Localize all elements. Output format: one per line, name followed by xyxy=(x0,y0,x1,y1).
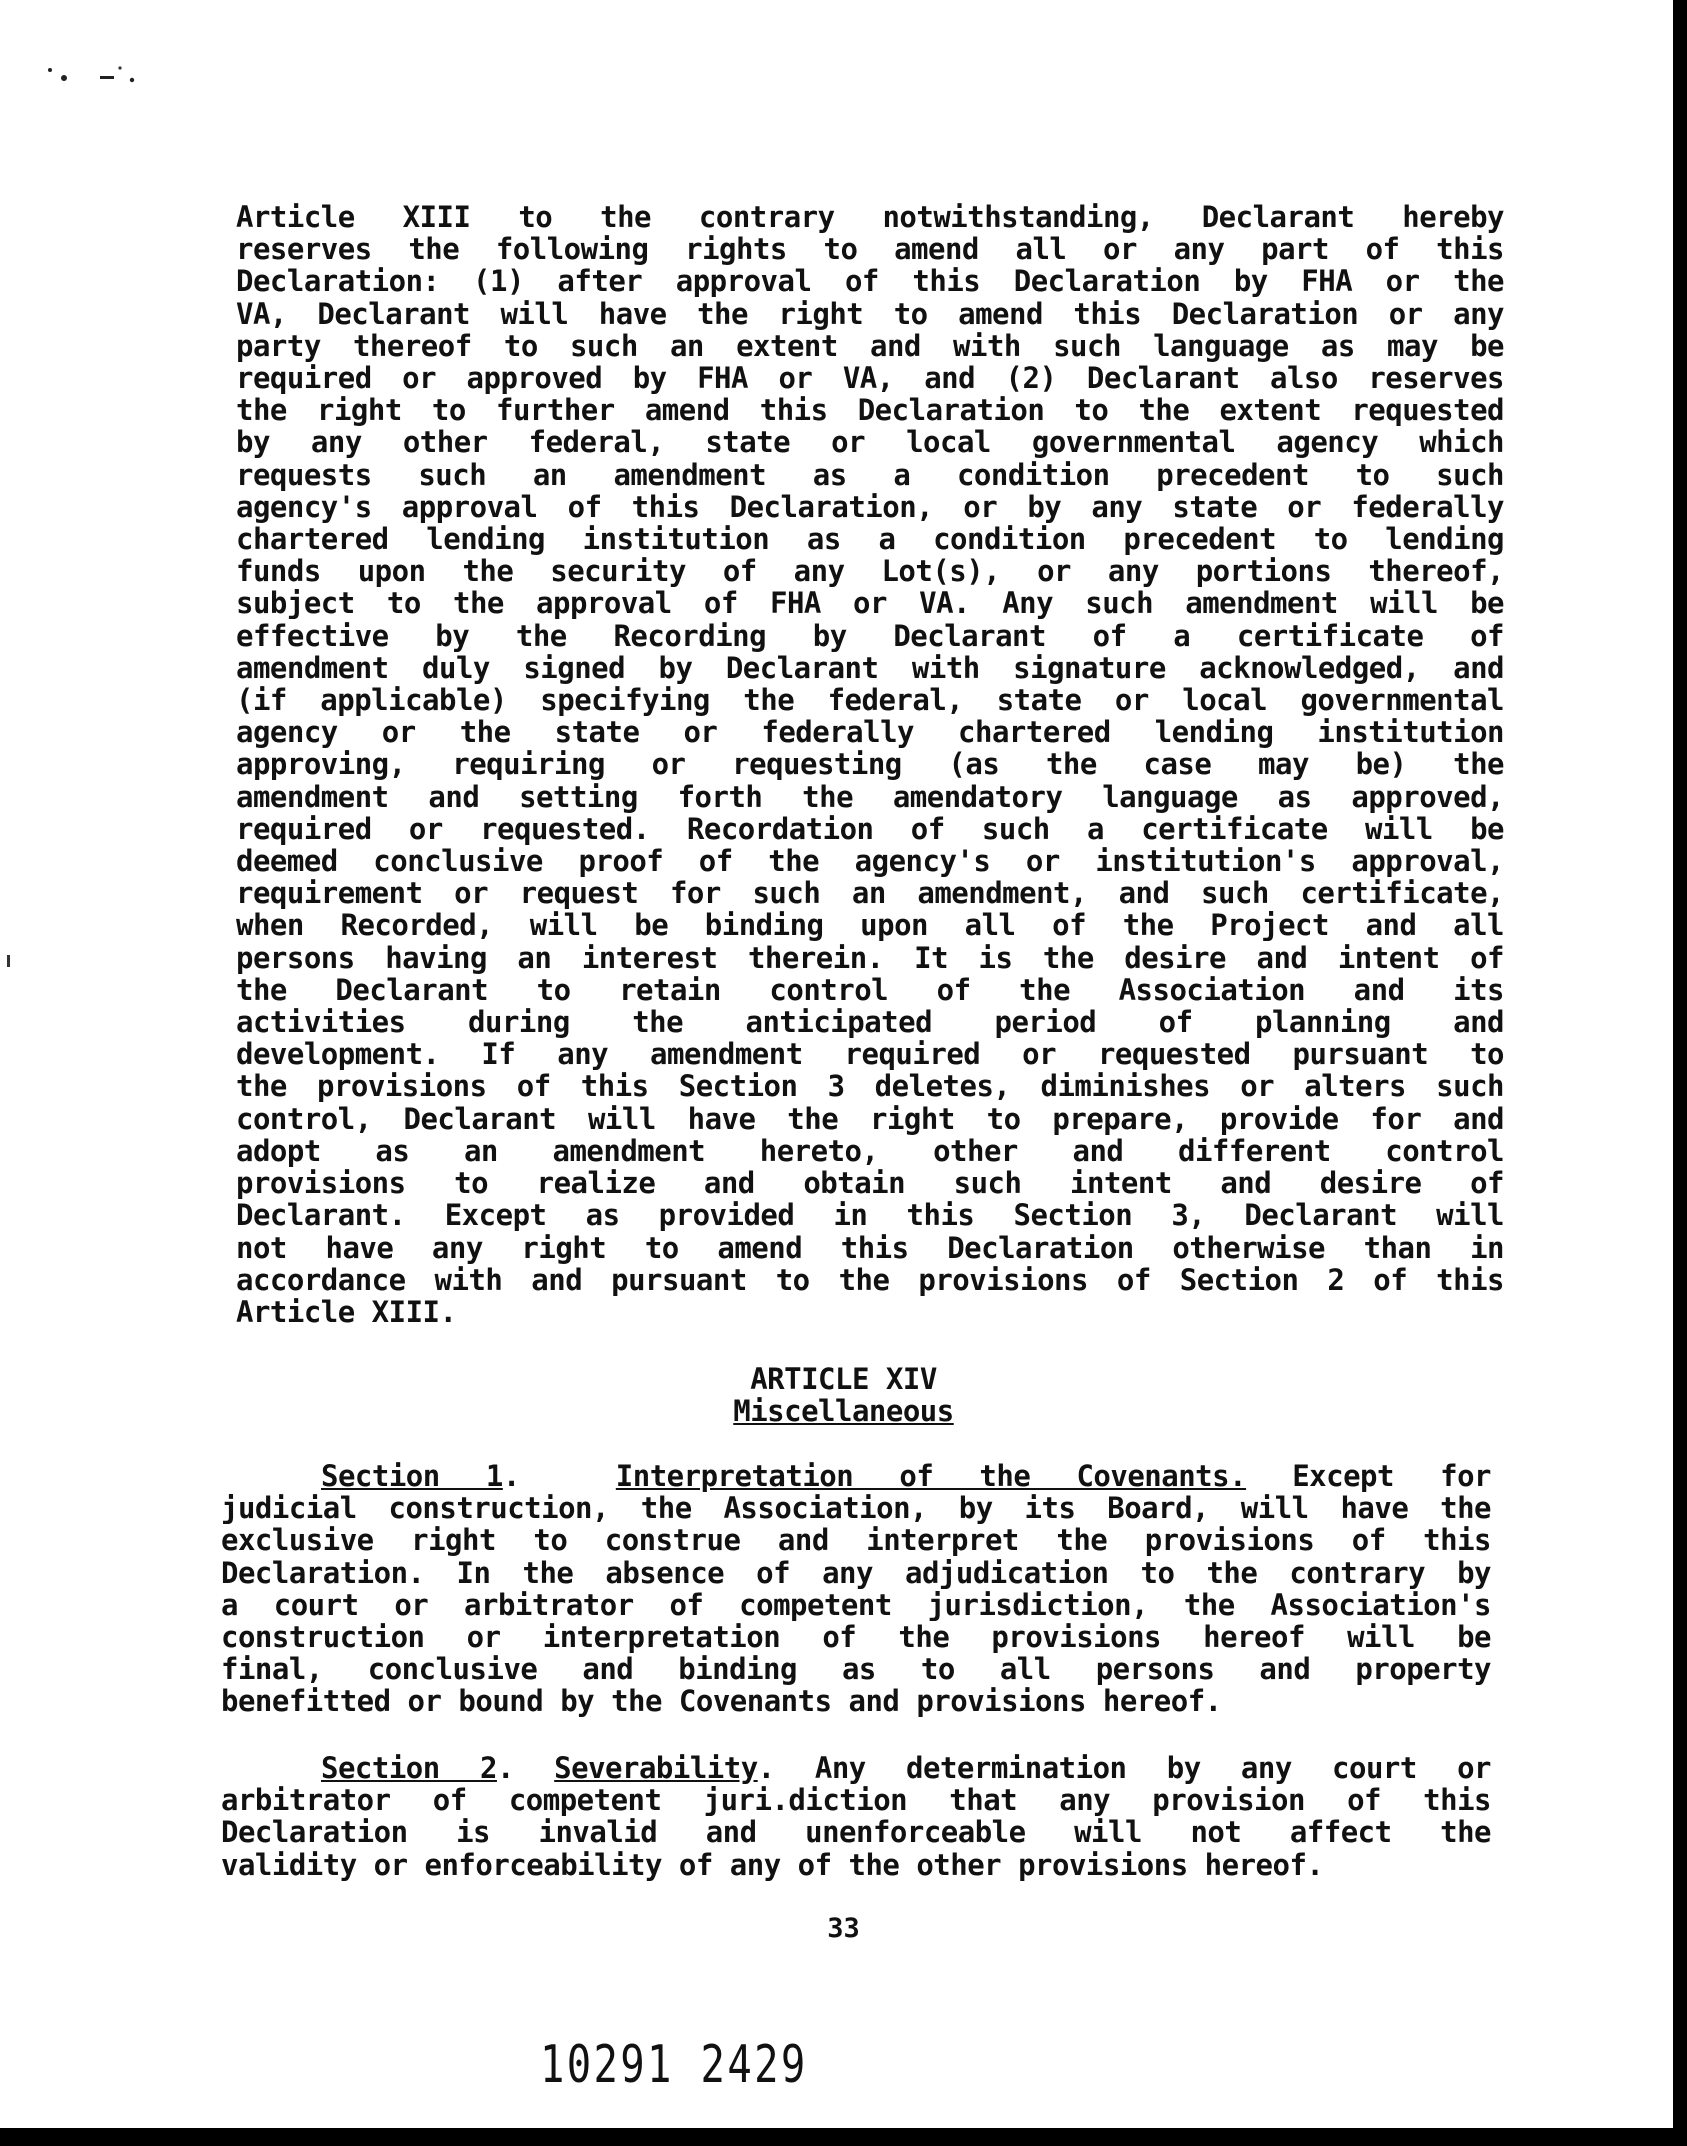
paragraph-line: (if applicable) specifying the federal, state or local governmental xyxy=(236,683,1504,718)
section-2-line: Declaration is invalid and unenforceable will not affect the xyxy=(221,1815,1491,1850)
paragraph-line: chartered lending institution as a condition precedent to lending xyxy=(236,522,1504,557)
section-1-line: construction or interpretation of the provisions hereof will be xyxy=(221,1620,1491,1655)
paragraph-line: requests such an amendment as a condition precedent to such xyxy=(236,457,1504,492)
article-title: ARTICLE XIV xyxy=(750,1362,937,1396)
article-subtitle: Miscellaneous xyxy=(733,1394,954,1428)
section-1-label: Section 1 xyxy=(321,1459,503,1493)
section-2-body xyxy=(221,1784,1491,1881)
paragraph-line: the Declarant to retain control of the Association and its xyxy=(236,972,1504,1007)
paragraph-line: amendment and setting forth the amendatory language as approved, xyxy=(236,779,1504,814)
section-1-first-line: Section 1. Interpretation of the Covenants. Except for xyxy=(321,1459,1491,1493)
paragraph-line: Declaration: (1) after approval of this Declaration by FHA or the xyxy=(236,264,1504,299)
section-1-line: judicial construction, the Association, by its Board, will have the xyxy=(221,1491,1491,1526)
paragraph-line: adopt as an amendment hereto, other and different control xyxy=(236,1133,1504,1168)
paragraph-line: required or approved by FHA or VA, and (2) Declarant also reserves xyxy=(236,361,1504,396)
section-2-label: Section 2 xyxy=(321,1751,497,1785)
section-1-paragraph xyxy=(221,1460,1491,1718)
section-2-first-line: Section 2. Severability. Any determination by any court or xyxy=(321,1751,1492,1785)
scan-mark xyxy=(7,955,10,967)
paragraph-line: Declarant. Except as provided in this Section 3, Declarant will xyxy=(236,1198,1504,1233)
paragraph-line: agency's approval of this Declaration, or by any state or federally xyxy=(236,489,1504,524)
paragraph-line: not have any right to amend this Declaration otherwise than in xyxy=(236,1230,1504,1265)
paragraph-line: accordance with and pursuant to the provisions of Section 2 of this xyxy=(236,1262,1504,1297)
section-1-line: exclusive right to construe and interpret the provisions of this xyxy=(221,1523,1491,1558)
paragraph-line: Article XIII to the contrary notwithstanding, Declarant hereby xyxy=(236,200,1504,234)
paragraph-line: activities during the anticipated period of planning and xyxy=(236,1005,1504,1040)
paragraph-line: provisions to realize and obtain such intent and desire of xyxy=(236,1166,1504,1201)
paragraph-line: the provisions of this Section 3 deletes, diminishes or alters such xyxy=(236,1069,1504,1104)
paragraph-line: funds upon the security of any Lot(s), or any portions thereof, xyxy=(236,554,1504,589)
scan-border-right xyxy=(1673,0,1687,2146)
paragraph-line: reserves the following rights to amend all or any part of this xyxy=(236,232,1504,267)
section-2-heading: Severability xyxy=(554,1751,758,1785)
paragraph-line: deemed conclusive proof of the agency's or institution's approval, xyxy=(236,844,1504,879)
paragraph-line: requirement or request for such an amendment, and such certificate, xyxy=(236,876,1504,911)
paragraph-line: when Recorded, will be binding upon all of the Project and all xyxy=(236,908,1504,943)
section-1-line: final, conclusive and binding as to all persons and property xyxy=(221,1652,1491,1687)
section-1-first-line-text: Except for xyxy=(1292,1459,1491,1493)
section-1-heading: Interpretation of the Covenants. xyxy=(615,1459,1247,1493)
section-1-line: a court or arbitrator of competent jurisdiction, the Association's xyxy=(221,1587,1491,1622)
paragraph-line: by any other federal, state or local governmental agency which xyxy=(236,425,1504,460)
document-stamp-number: 10291 2429 xyxy=(540,2035,808,2095)
section-2-first-line-text: Any determination by any court or xyxy=(814,1751,1492,1785)
scan-specks xyxy=(44,60,184,100)
paragraph-line: party thereof to such an extent and with such language as may be xyxy=(236,328,1504,363)
section-1-line: Declaration. In the absence of any adjudication to the contrary by xyxy=(221,1555,1491,1590)
paragraph-line: development. If any amendment required or requested pursuant to xyxy=(236,1037,1504,1072)
paragraph-line: amendment duly signed by Declarant with signature acknowledged, and xyxy=(236,650,1504,685)
scan-border-bottom xyxy=(0,2128,1687,2146)
paragraph-line: VA, Declarant will have the right to amend this Declaration or any xyxy=(236,296,1504,331)
paragraph-line: the right to further amend this Declaration to the extent requested xyxy=(236,393,1504,428)
section-1-line: benefitted or bound by the Covenants and provisions hereof. xyxy=(221,1684,1222,1719)
section-1-body xyxy=(221,1492,1491,1717)
paragraph-line: persons having an interest therein. It is the desire and intent of xyxy=(236,940,1504,975)
article-xiii-continuation-paragraph xyxy=(236,201,1504,1328)
paragraph-line: Article XIII. xyxy=(236,1294,457,1329)
section-2-line: validity or enforceability of any of the other provisions hereof. xyxy=(221,1847,1324,1882)
paragraph-line: effective by the Recording by Declarant of a certificate of xyxy=(236,618,1504,653)
paragraph-line: required or requested. Recordation of such a certificate will be xyxy=(236,811,1504,846)
paragraph-line: control, Declarant will have the right to prepare, provide for and xyxy=(236,1101,1504,1136)
paragraph-line: subject to the approval of FHA or VA. Any such amendment will be xyxy=(236,586,1504,621)
paragraph-line: agency or the state or federally chartered lending institution xyxy=(236,715,1504,750)
section-2-line: arbitrator of competent juri.diction that any provision of this xyxy=(221,1783,1491,1818)
paragraph-line: approving, requiring or requesting (as the case may be) the xyxy=(236,747,1504,782)
page-number: 33 xyxy=(827,1913,860,1944)
section-2-paragraph xyxy=(221,1752,1491,1881)
